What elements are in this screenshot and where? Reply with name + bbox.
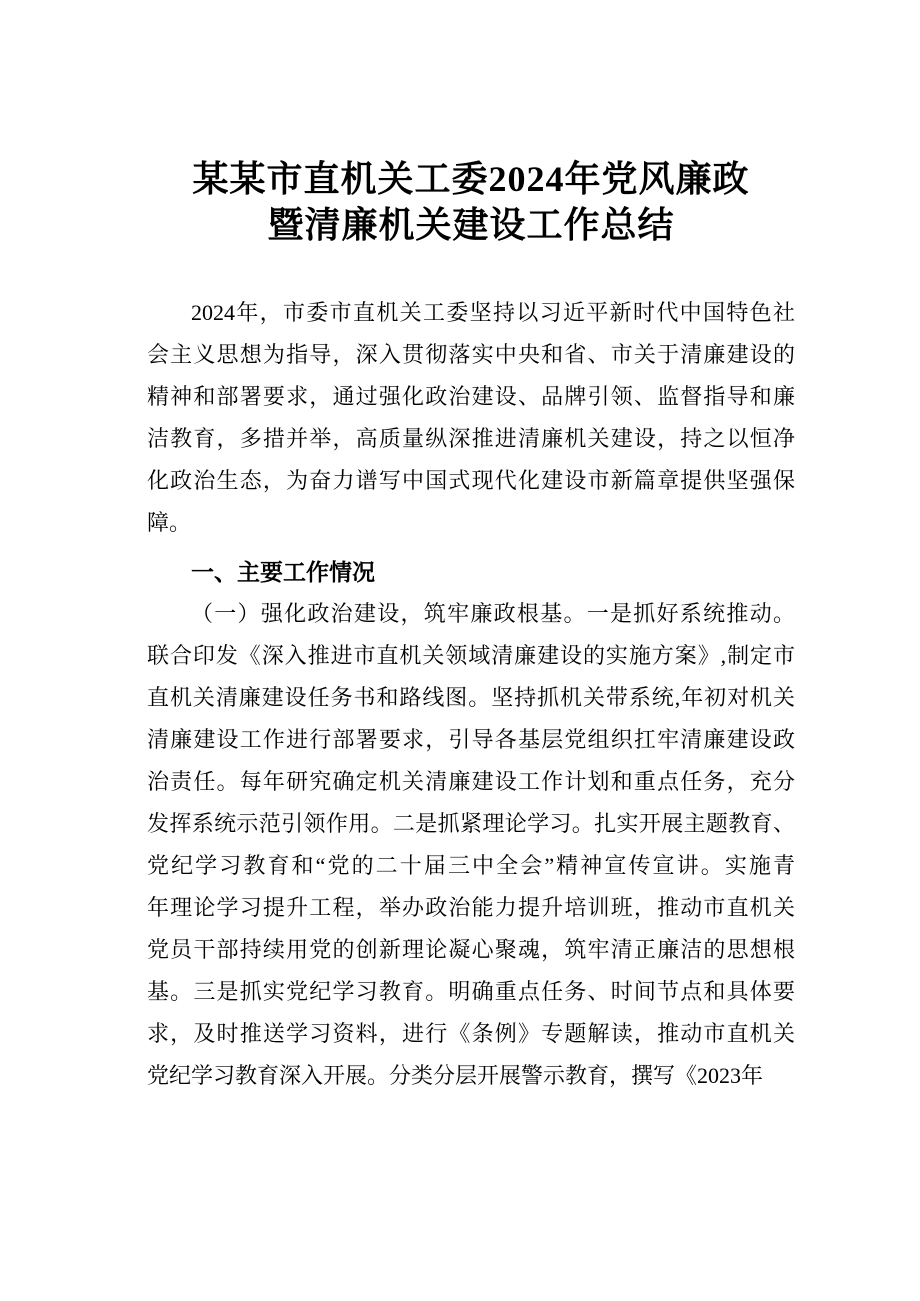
paragraph-line: 直机关清廉建设任务书和路线图。坚持抓机关带系统,年初对机关	[147, 685, 795, 710]
paragraph-line: 年理论学习提升工程，举办政治能力提升培训班，推动市直机关	[147, 895, 795, 920]
document-blocks	[147, 292, 795, 1097]
paragraph-line: 党纪学习教育深入开展。分类分层开展警示教育，撰写《2023年	[147, 1063, 764, 1088]
title-line-2: 暨清廉机关建设工作总结	[267, 205, 675, 245]
heading-text: 一、主要工作情况	[191, 559, 375, 585]
paragraph-line: （一）强化政治建设，筑牢廉政根基。一是抓好系统推动。	[191, 601, 795, 626]
intro-paragraph	[147, 292, 795, 544]
paragraph-line: 党纪学习教育和“党的二十届三中全会”精神宣传宣讲。实施青	[147, 853, 795, 878]
document-title	[147, 156, 795, 248]
title-line-1: 某某市直机关工委2024年党风廉政	[192, 159, 750, 199]
document-content	[147, 0, 795, 1097]
paragraph-line: 党员干部持续用党的创新理论凝心聚魂，筑牢清正廉洁的思想根	[147, 937, 795, 962]
paragraph-line: 精神和部署要求，通过强化政治建设、品牌引领、监督指导和廉	[147, 384, 795, 409]
paragraph-line: 联合印发《深入推进市直机关领域清廉建设的实施方案》,制定市	[147, 643, 795, 668]
paragraph-line: 清廉建设工作进行部署要求，引导各基层党组织扛牢清廉建设政	[147, 727, 795, 752]
paragraph-line: 2024年，市委市直机关工委坚持以习近平新时代中国特色社	[191, 300, 795, 325]
paragraph-line: 障。	[147, 510, 192, 535]
paragraph-line: 化政治生态，为奋力谱写中国式现代化建设市新篇章提供坚强保	[147, 468, 795, 493]
paragraph-line: 发挥系统示范引领作用。二是抓紧理论学习。扎实开展主题教育、	[147, 811, 795, 836]
paragraph-line: 求，及时推送学习资料，进行《条例》专题解读，推动市直机关	[147, 1021, 795, 1046]
paragraph-line: 洁教育，多措并举，高质量纵深推进清廉机关建设，持之以恒净	[147, 426, 795, 451]
paragraph-line: 治责任。每年研究确定机关清廉建设工作计划和重点任务，充分	[147, 769, 795, 794]
paragraph-line: 基。三是抓实党纪学习教育。明确重点任务、时间节点和具体要	[147, 979, 795, 1004]
section-1-paragraph	[147, 593, 795, 1097]
section-1-heading	[147, 551, 795, 593]
paragraph-line: 会主义思想为指导，深入贯彻落实中央和省、市关于清廉建设的	[147, 342, 795, 367]
